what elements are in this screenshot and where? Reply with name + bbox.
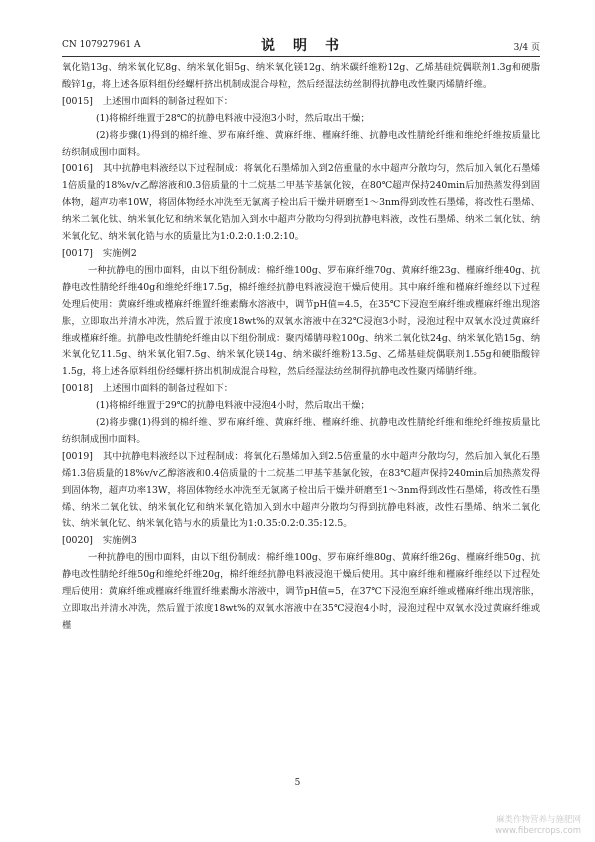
paragraph (62, 381, 540, 398)
paragraph-text: 实施例3 (102, 535, 137, 547)
watermark (495, 815, 581, 837)
watermark-url: www.fibercrops.com (495, 826, 581, 836)
header-divider (62, 56, 540, 57)
watermark-title: 麻类作物营养与施肥网 (495, 815, 581, 825)
paragraph: (2)将步骤(1)得到的棉纤维、罗布麻纤维、黄麻纤维、槿麻纤维、抗静电改性腈纶纤维和维纶纤维按质量比纺织制成围巾面料。 (62, 129, 540, 158)
paragraph: (1)将棉纤维置于28℃的抗静电料液中浸泡3小时，然后取出干燥； (96, 112, 370, 124)
page-header (62, 34, 540, 54)
paragraph (62, 161, 540, 246)
document-title: 说 明 书 (261, 38, 341, 54)
paragraph (62, 449, 540, 534)
paragraph (62, 94, 540, 111)
document-body (62, 60, 540, 635)
paragraph (62, 533, 540, 550)
paragraph-number: [0016] (62, 163, 93, 175)
paragraph-number: [0019] (62, 450, 93, 462)
paragraph-text: 实施例2 (102, 247, 137, 259)
publication-number: CN 107927961 A (62, 40, 141, 50)
paragraph: 一种抗静电的围巾面料，由以下组份制成：棉纤维100g、罗布麻纤维70g、黄麻纤维23g、槿麻纤维40g、抗静电改性腈纶纤维40g和维纶纤维17.5g，棉纤维经抗静电料液浸泡干燥后使用。其中麻纤维和槿麻纤维经以下过程处理后使用：黄麻纤维或槿麻纤维置纤维素酶水溶液中，调节pH值=4.5，在35℃下浸泡至麻纤维或槿麻纤维出现溶胀，立即取出并清水冲洗，然后置于浓度18wt%的双氧水溶液中在32℃浸泡3小时，浸泡过程中双氧水没过黄麻纤维或槿麻纤维。抗静电改性腈纶纤维由以下组份制成：聚丙烯腈母粒100g、纳米二氧化钛24g、纳米氧化锆15g、纳米氧化钇11.5g、纳米氧化钼7.5g、纳米氧化镁14g、纳米碳纤维粉13.5g、乙烯基硅烷偶联剂1.55g和硬脂酸锌1.5g，将上述各原料组份经螺杆挤出机制成混合母粒，然后经湿法纺丝制得抗静电改性聚丙烯腈纤维。 (62, 264, 540, 378)
paragraph-text: 上述围巾面料的制备过程如下： (102, 383, 234, 395)
paragraph-number: [0017] (62, 247, 93, 259)
continued-text: 氧化锆13g、纳米氧化钇8g、纳米氧化钼5g、纳米氧化镁12g、纳米碳纤维粉12g、乙烯基硅烷偶联剂1.3g和硬脂酸锌1g，将上述各原料组份经螺杆挤出机制成混合母粒，然后经湿法纺丝制得抗静电改性聚丙烯腈纤维。 (62, 62, 540, 90)
paragraph-number: [0020] (62, 535, 93, 547)
page-indicator: 3/4 页 (513, 43, 540, 53)
paragraph-text: 上述围巾面料的制备过程如下： (102, 95, 234, 107)
paragraph-number: [0018] (62, 383, 93, 395)
paragraph-text: 其中抗静电料液经以下过程制成：将氧化石墨烯加入到2.5倍重量的水中超声分散均匀，然后加入氧化石墨烯1.3倍质量的18%v/v乙醇溶液和0.4倍质量的十二烷基二甲基苄基氯化铵，在83℃超声保持240min后加热蒸发得到固体物，超声功率13W，将固体物经水冲洗至无氯离子检出后干燥并研磨至1～3nm得到改性石墨烯，将改性石墨烯、纳米二氧化钛、纳米氧化钇和纳米氧化锆加入到水中超声分散均匀得到抗静电料液，改性石墨烯、纳米二氧化钛、纳米氧化钇、纳米氧化锆与水的质量比为1:0.35:0.2:0.35:12.5。 (62, 450, 540, 530)
paragraph (62, 246, 540, 263)
paragraph-number: [0015] (62, 95, 93, 107)
paragraph: (1)将棉纤维置于29℃的抗静电料液中浸泡4小时，然后取出干燥； (96, 400, 370, 412)
paragraph: 一种抗静电的围巾面料，由以下组份制成：棉纤维100g、罗布麻纤维80g、黄麻纤维26g、槿麻纤维50g、抗静电改性腈纶纤维50g和维纶纤维20g，棉纤维经抗静电料液浸泡干燥后使用。其中麻纤维和槿麻纤维经以下过程处理后使用：黄麻纤维或槿麻纤维置纤维素酶水溶液中，调节pH值=5，在37℃下浸泡至麻纤维或槿麻纤维出现溶胀，立即取出并清水冲洗，然后置于浓度18wt%的双氧水溶液中在35℃浸泡4小时，浸泡过程中双氧水没过黄麻纤维或槿 (62, 552, 540, 631)
page-number: 5 (294, 778, 301, 788)
paragraph-text: 其中抗静电料液经以下过程制成：将氧化石墨烯加入到2倍重量的水中超声分散均匀，然后加入氧化石墨烯1倍质量的18%v/v乙醇溶液和0.3倍质量的十二烷基二甲基苄基氯化铵，在80℃超声保持240min后加热蒸发得到固体物，超声功率10W，将固体物经水冲洗至无氯离子检出后干燥并研磨至1～3nm得到改性石墨烯，将改性石墨烯、纳米二氧化钛、纳米氧化钇和纳米氧化锆加入到水中超声分散均匀得到抗静电料液，改性石墨烯、纳米二氧化钛、纳米氧化钇、纳米氧化锆与水的质量比为1:0.2:0.1:0.2:10。 (62, 163, 540, 243)
paragraph: (2)将步骤(1)得到的棉纤维、罗布麻纤维、黄麻纤维、槿麻纤维、抗静电改性腈纶纤维和维纶纤维按质量比纺织制成围巾面料。 (62, 417, 540, 445)
